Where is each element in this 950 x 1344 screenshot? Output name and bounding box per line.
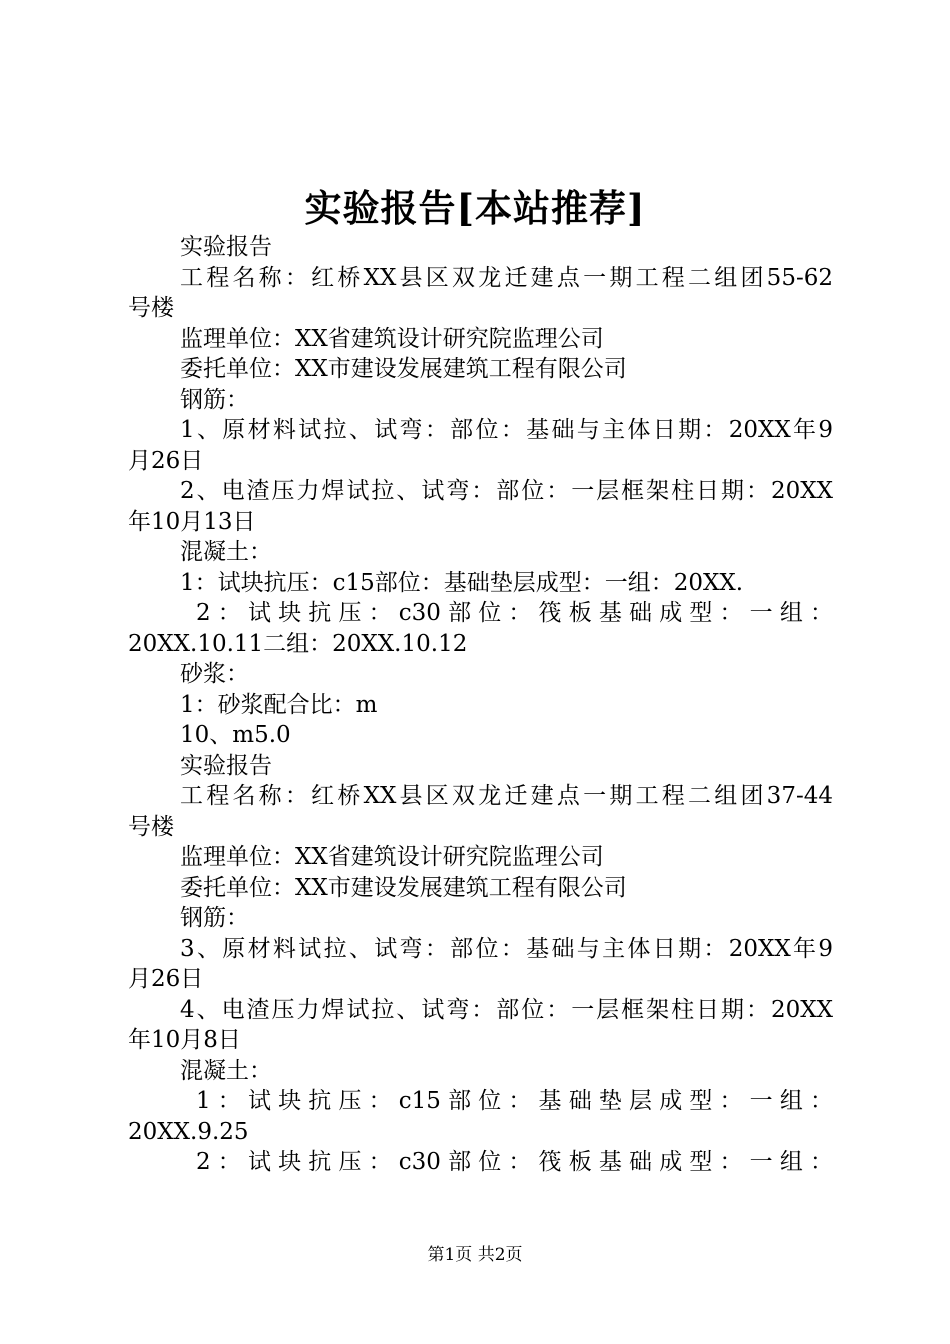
document-body xyxy=(128,232,833,1178)
section-heading: 实验报告 xyxy=(180,234,272,260)
paragraph-line: 号楼 xyxy=(128,295,174,321)
page-footer: 第1页 共2页 xyxy=(427,1245,523,1265)
paragraph-line: 年10月8日 xyxy=(128,1027,241,1053)
paragraph-line: 2、电渣压力焊试拉、试弯：部位：一层框架柱日期：20XX xyxy=(180,478,833,504)
paragraph-line: 月26日 xyxy=(128,966,204,992)
paragraph-line: 年10月13日 xyxy=(128,508,256,535)
paragraph-line: 2：试块抗压：c30部位：筏板基础成型：一组： xyxy=(196,600,833,626)
paragraph-line: 监理单位：XX省建筑设计研究院监理公司 xyxy=(180,325,604,352)
paragraph-line: 号楼 xyxy=(128,813,174,840)
paragraph-line: 20XX.10.11二组：20XX.10.12 xyxy=(128,630,468,657)
paragraph-line: 钢筋： xyxy=(180,905,249,931)
paragraph-line: 工程名称：红桥XX县区双龙迁建点一期工程二组团55-62 xyxy=(180,264,833,291)
paragraph-line: 1：试块抗压：c15部位：基础垫层成型：一组：20XX. xyxy=(180,569,744,596)
paragraph-line: 1：试块抗压：c15部位：基础垫层成型：一组： xyxy=(196,1088,833,1114)
paragraph-line: 砂浆： xyxy=(180,661,249,687)
paragraph-line: 委托单位：XX市建设发展建筑工程有限公司 xyxy=(180,356,627,382)
section-heading: 实验报告 xyxy=(180,752,272,779)
paragraph-line: 混凝土： xyxy=(180,1057,272,1084)
paragraph-line: 1：砂浆配合比：m xyxy=(180,691,378,718)
paragraph-line: 钢筋： xyxy=(180,386,249,413)
paragraph-line: 工程名称：红桥XX县区双龙迁建点一期工程二组团37-44 xyxy=(180,783,833,809)
paragraph-line: 4、电渣压力焊试拉、试弯：部位：一层框架柱日期：20XX xyxy=(180,996,833,1023)
paragraph-line: 3、原材料试拉、试弯：部位：基础与主体日期：20XX年9 xyxy=(180,935,833,962)
paragraph-line: 月26日 xyxy=(128,447,204,474)
paragraph-line: 20XX.9.25 xyxy=(128,1118,249,1145)
paragraph-line: 混凝土： xyxy=(180,539,272,565)
paragraph-line: 委托单位：XX市建设发展建筑工程有限公司 xyxy=(180,874,627,901)
paragraph-line: 1、原材料试拉、试弯：部位：基础与主体日期：20XX年9 xyxy=(180,417,833,443)
paragraph-line: 2：试块抗压：c30部位：筏板基础成型：一组： xyxy=(196,1149,833,1175)
paragraph-line: 监理单位：XX省建筑设计研究院监理公司 xyxy=(180,844,604,870)
paragraph-line: 10、m5.0 xyxy=(180,722,291,748)
document-title: 实验报告[本站推荐] xyxy=(304,186,646,230)
